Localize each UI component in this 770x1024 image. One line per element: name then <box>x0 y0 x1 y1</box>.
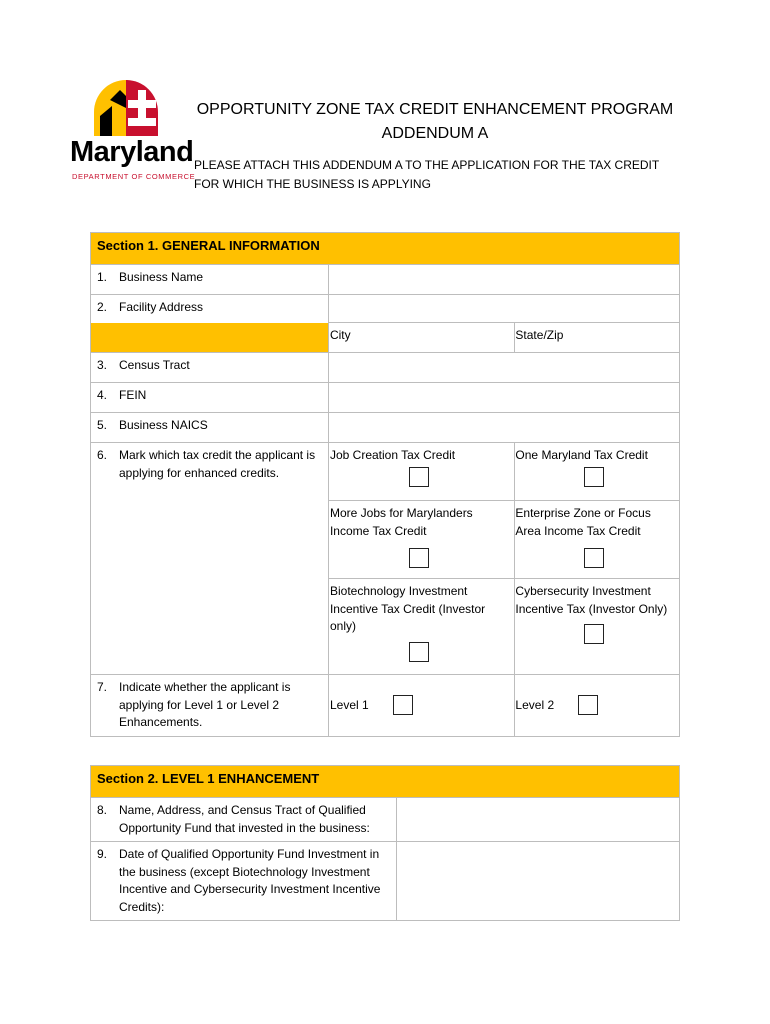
more-jobs-checkbox[interactable] <box>409 548 429 568</box>
level-1-option: Level 1 <box>328 675 514 737</box>
level-2-checkbox[interactable] <box>578 695 598 715</box>
facility-address-shaded-cell <box>91 323 329 353</box>
census-tract-field[interactable] <box>328 353 679 383</box>
fein-field[interactable] <box>328 383 679 413</box>
section-2-heading: Section 2. LEVEL 1 ENHANCEMENT <box>91 766 680 798</box>
option-job-creation: Job Creation Tax Credit <box>328 443 514 501</box>
page-title <box>190 98 680 146</box>
facility-address-label: 2. Facility Address <box>91 295 329 323</box>
level-1-checkbox[interactable] <box>393 695 413 715</box>
section-2-table <box>90 765 680 921</box>
qualified-fund-field[interactable] <box>396 798 679 842</box>
naics-label: 5. Business NAICS <box>91 413 329 443</box>
business-name-label: 1. Business Name <box>91 265 329 295</box>
title-line-2: ADDENDUM A <box>381 125 489 142</box>
job-creation-checkbox[interactable] <box>409 467 429 487</box>
level-2-option: Level 2 <box>515 675 680 737</box>
title-line-1: OPPORTUNITY ZONE TAX CREDIT ENHANCEMENT PROGRAM <box>196 101 674 118</box>
instruction-text: PLEASE ATTACH THIS ADDENDUM A TO THE APPLICATION FOR THE TAX CREDIT FOR WHICH THE BUSINESS IS APPLYING <box>194 158 659 191</box>
option-cybersecurity: Cybersecurity Investment Incentive Tax (Investor Only) <box>515 579 680 675</box>
option-more-jobs: More Jobs for Marylanders Income Tax Credit <box>328 501 514 579</box>
level-question: 7. Indicate whether the applicant is applying for Level 1 or Level 2 Enhancements. <box>91 675 329 737</box>
city-field[interactable]: City <box>328 323 514 353</box>
logo-department: DEPARTMENT OF COMMERCE <box>72 172 196 181</box>
logo-wordmark: Maryland <box>70 136 194 168</box>
biotechnology-checkbox[interactable] <box>409 642 429 662</box>
investment-date-label: 9. Date of Qualified Opportunity Fund Investment in the business (except Biotechnology Investment Incentive and Cybersecurity Investment Incentive Credits): <box>91 842 397 921</box>
maryland-flag-icon <box>90 76 162 136</box>
business-name-field[interactable] <box>328 265 679 295</box>
state-zip-field[interactable]: State/Zip <box>515 323 680 353</box>
fein-label: 4. FEIN <box>91 383 329 413</box>
tax-credit-question: 6. Mark which tax credit the applicant is applying for enhanced credits. <box>91 443 329 675</box>
option-enterprise-zone: Enterprise Zone or Focus Area Income Tax Credit <box>515 501 680 579</box>
option-biotechnology: Biotechnology Investment Incentive Tax Credit (Investor only) <box>328 579 514 675</box>
section-1-heading: Section 1. GENERAL INFORMATION <box>91 233 680 265</box>
section-1-table <box>90 232 680 737</box>
investment-date-field[interactable] <box>396 842 679 921</box>
qualified-fund-label: 8. Name, Address, and Census Tract of Qualified Opportunity Fund that invested in the business: <box>91 798 397 842</box>
cybersecurity-checkbox[interactable] <box>584 624 604 644</box>
naics-field[interactable] <box>328 413 679 443</box>
enterprise-zone-checkbox[interactable] <box>584 548 604 568</box>
one-maryland-checkbox[interactable] <box>584 467 604 487</box>
census-tract-label: 3. Census Tract <box>91 353 329 383</box>
option-one-maryland: One Maryland Tax Credit <box>515 443 680 501</box>
facility-address-field[interactable] <box>328 295 679 323</box>
maryland-commerce-logo <box>70 76 196 181</box>
